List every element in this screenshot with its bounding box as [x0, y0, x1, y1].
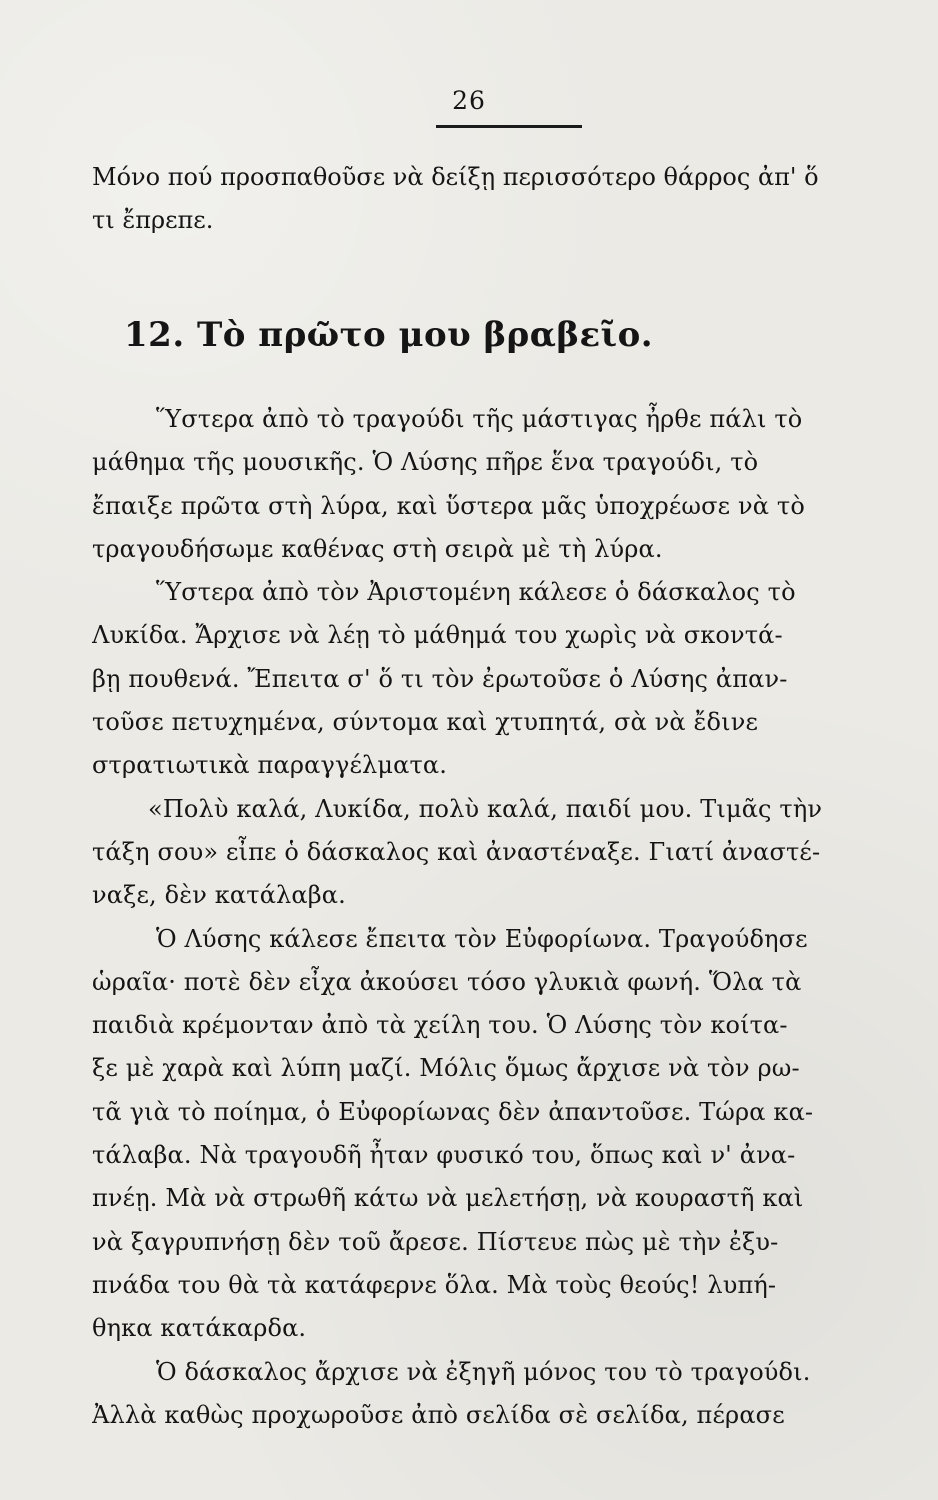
text-line: τάξη σου» εἶπε ὁ δάσκαλος καὶ ἀναστέναξε. Γιατί ἀναστέ-: [92, 837, 821, 866]
text-line: πνέῃ. Μὰ νὰ στρωθῆ κάτω νὰ μελετήσῃ, νὰ κουραστῆ καὶ: [92, 1184, 804, 1213]
text-line: «Πολὺ καλά, Λυκίδα, πολὺ καλά, παιδί μου. Τιμᾶς τὴν: [148, 794, 823, 823]
text-line: Μόνο πού προσπαθοῦσε νὰ δείξῃ περισσότερο θάρρος ἀπ' ὅ: [92, 163, 819, 191]
text-line: Ἀλλὰ καθὼς προχωροῦσε ἀπὸ σελίδα σὲ σελίδα, πέρασε: [92, 1400, 785, 1429]
text-line: τᾶ γιὰ τὸ ποίημα, ὁ Εὐφορίωνας δὲν ἀπαντοῦσε. Τώρα κα-: [92, 1097, 814, 1126]
text-line: τι ἔπρεπε.: [92, 206, 214, 235]
text-line: παιδιὰ κρέμονταν ἀπὸ τὰ χείλη του. Ὁ Λύσης τὸν κοίτα-: [92, 1011, 788, 1040]
text-line: ὡραῖα· ποτὲ δὲν εἶχα ἀκούσει τόσο γλυκιὰ φωνή. Ὅλα τὰ: [92, 967, 802, 996]
chapter-heading: 12. Τὸ πρῶτο μου βραβεῖο.: [124, 315, 654, 355]
text-line: μάθημα τῆς μουσικῆς. Ὁ Λύσης πῆρε ἕνα τραγούδι, τὸ: [92, 448, 759, 477]
text-line: Ὁ δάσκαλος ἄρχισε νὰ ἐξηγῆ μόνος του τὸ τραγούδι.: [156, 1357, 811, 1386]
text-line: πνάδα του θὰ τὰ κατάφερνε ὅλα. Μὰ τοὺς θεούς! λυπή-: [92, 1270, 777, 1299]
text-line: τραγουδήσωμε καθένας στὴ σειρὰ μὲ τὴ λύρα.: [92, 534, 663, 563]
text-line: ξε μὲ χαρὰ καὶ λύπη μαζί. Μόλις ὅμως ἄρχισε νὰ τὸν ρω-: [92, 1054, 800, 1083]
text-line: θηκα κατάκαρδα.: [92, 1314, 307, 1343]
text-line: Ὁ Λύσης κάλεσε ἔπειτα τὸν Εὐφορίωνα. Τραγούδησε: [156, 924, 808, 953]
text-line: Λυκίδα. Ἄρχισε νὰ λέῃ τὸ μάθημά του χωρὶς νὰ σκοντά-: [92, 621, 783, 650]
chapter-body: [92, 398, 928, 1437]
text-line: στρατιωτικὰ παραγγέλματα.: [92, 751, 448, 780]
text-line: νὰ ξαγρυπνήσῃ δὲν τοῦ ἄρεσε. Πίστευε πὼς μὲ τὴν ἐξυ-: [92, 1227, 779, 1256]
intro-paragraph: [92, 156, 928, 243]
text-line: τοῦσε πετυχημένα, σύντομα καὶ χτυπητά, σὰ νὰ ἔδινε: [92, 708, 759, 737]
header-rule: [436, 125, 582, 128]
text-line: ναξε, δὲν κατάλαβα.: [92, 881, 346, 910]
text-line: Ὕστερα ἀπὸ τὸ τραγούδι τῆς μάστιγας ἦρθε πάλι τὸ: [156, 405, 803, 433]
text-line: Ὕστερα ἀπὸ τὸν Ἀριστομένη κάλεσε ὁ δάσκαλος τὸ: [156, 578, 796, 607]
text-line: ἔπαιξε πρῶτα στὴ λύρα, καὶ ὕστερα μᾶς ὑποχρέωσε νὰ τὸ: [92, 491, 805, 520]
text-line: βῃ πουθενά. Ἔπειτα σ' ὅ τι τὸν ἐρωτοῦσε ὁ Λύσης ἀπαν-: [92, 664, 788, 693]
text-line: τάλαβα. Νὰ τραγουδῆ ἦταν φυσικό του, ὅπως καὶ ν' ἀνα-: [92, 1141, 796, 1170]
page-number: 26: [452, 86, 486, 115]
